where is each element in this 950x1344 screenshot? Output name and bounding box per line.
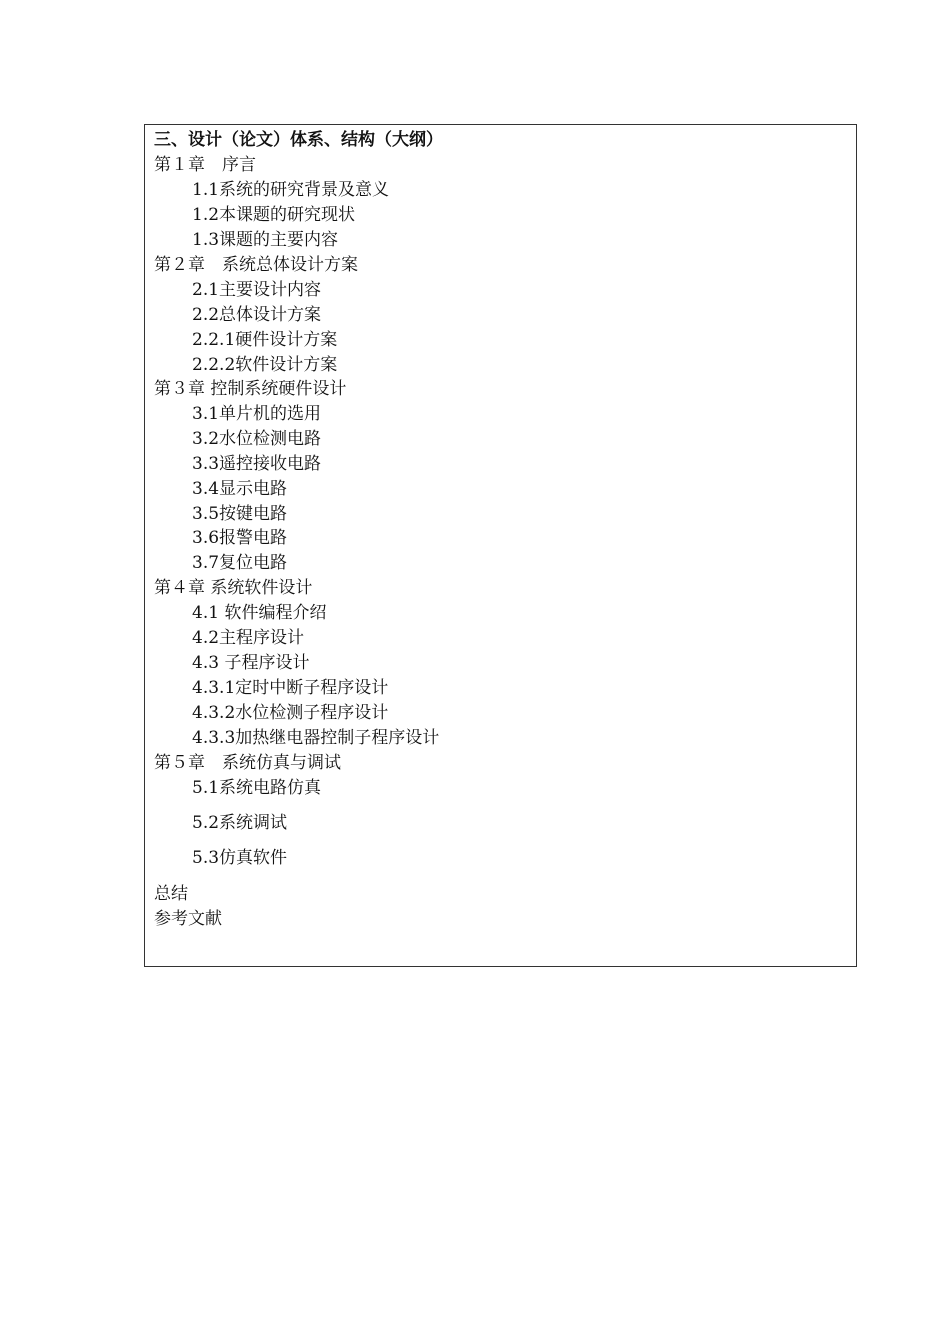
- outline-item-2-1: 2.1主要设计内容: [192, 280, 322, 300]
- summary-title: 总结: [154, 884, 188, 904]
- outline-item-3-2: 3.2水位检测电路: [192, 429, 322, 449]
- outline-item-5-2: 5.2系统调试: [192, 813, 288, 833]
- outline-item-4-3-2: 4.3.2水位检测子程序设计: [192, 703, 389, 723]
- chapter-1-title: 第１章 序言: [154, 155, 256, 175]
- references-title: 参考文献: [154, 909, 222, 929]
- outline-item-1-2: 1.2本课题的研究现状: [192, 205, 356, 225]
- chapter-5-title: 第５章 系统仿真与调试: [154, 753, 341, 773]
- section-heading: 三、设计（论文）体系、结构（大纲）: [154, 130, 443, 150]
- outline-item-4-3-3: 4.3.3加热继电器控制子程序设计: [192, 728, 440, 748]
- outline-item-5-1: 5.1系统电路仿真: [192, 778, 322, 798]
- chapter-2-title: 第２章 系统总体设计方案: [154, 255, 358, 275]
- outline-item-4-1: 4.1 软件编程介绍: [192, 603, 327, 623]
- outline-item-3-5: 3.5按键电路: [192, 504, 288, 524]
- outline-item-4-2: 4.2主程序设计: [192, 628, 305, 648]
- outline-item-2-2-2: 2.2.2软件设计方案: [192, 355, 338, 375]
- outline-item-4-3-1: 4.3.1定时中断子程序设计: [192, 678, 389, 698]
- outline-item-2-2-1: 2.2.1硬件设计方案: [192, 330, 338, 350]
- chapter-3-title: 第３章 控制系统硬件设计: [154, 379, 347, 399]
- chapter-4-title: 第４章 系统软件设计: [154, 578, 313, 598]
- outline-item-3-4: 3.4显示电路: [192, 479, 288, 499]
- outline-item-1-3: 1.3课题的主要内容: [192, 230, 339, 250]
- outline-item-5-3: 5.3仿真软件: [192, 848, 288, 868]
- outline-item-2-2: 2.2总体设计方案: [192, 305, 322, 325]
- outline-item-4-3: 4.3 子程序设计: [192, 653, 310, 673]
- outline-item-3-7: 3.7复位电路: [192, 553, 288, 573]
- outline-item-3-1: 3.1单片机的选用: [192, 404, 322, 424]
- outline-table-cell: [144, 124, 857, 967]
- outline-item-1-1: 1.1系统的研究背景及意义: [192, 180, 390, 200]
- outline-item-3-3: 3.3遥控接收电路: [192, 454, 322, 474]
- outline-item-3-6: 3.6报警电路: [192, 528, 288, 548]
